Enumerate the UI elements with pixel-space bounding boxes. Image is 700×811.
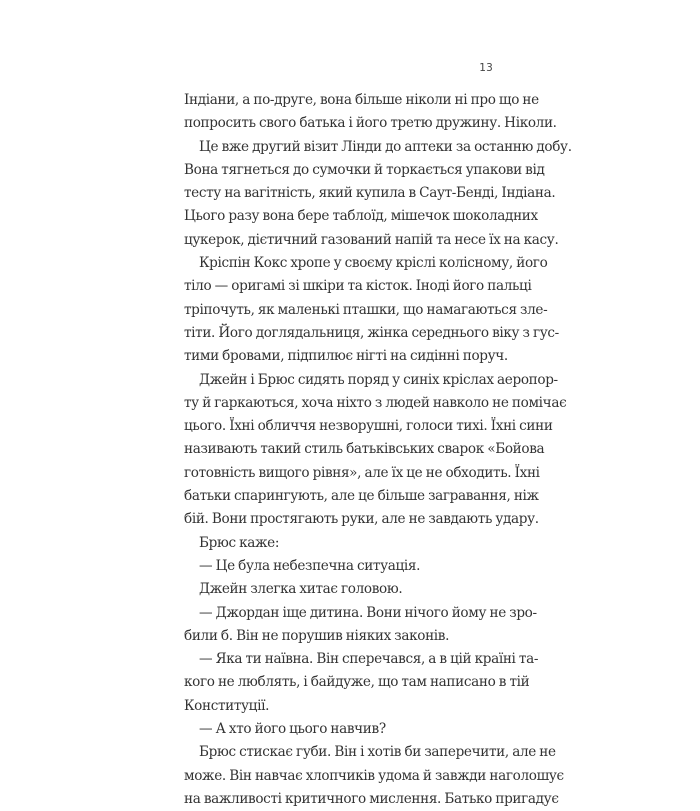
text-line: на важливості критичного мислення. Батько пригадує — [184, 790, 559, 807]
text-line: тіло — оригамі зі шкіри та кісток. Іноді його пальці — [184, 278, 532, 295]
text-line: готовність вищого рівня», але їх це не обходить. Їхні — [184, 464, 540, 481]
text-line: може. Він навчає хлопчиків удома й завжди наголошує — [184, 767, 564, 784]
text-line: Кріспін Кокс хропе у своєму кріслі колісному, його — [199, 255, 548, 272]
text-line: Вона тягнеться до сумочки й торкається упакови від — [184, 161, 545, 178]
text-line: тіти. Його доглядальниця, жінка середнього віку з гус- — [184, 324, 559, 341]
text-line: тріпочуть, як маленькі пташки, що намагаються зле- — [184, 301, 548, 318]
text-line: Цього разу вона бере таблоїд, мішечок шоколадних — [184, 208, 538, 225]
text-line: — А хто його цього навчив? — [199, 721, 386, 738]
text-line: — Яка ти наївна. Він сперечався, а в цій країні та- — [199, 651, 539, 668]
text-line: кого не люблять, і байдуже, що там написано в тій — [184, 674, 530, 691]
text-line: — Це була небезпечна ситуація. — [199, 557, 421, 574]
text-line: — Джордан іще дитина. Вони нічого йому не зро- — [199, 604, 537, 621]
text-line: бій. Вони простягають руки, але не завдають удару. — [184, 511, 539, 528]
text-line: ту й гаркаються, хоча ніхто з людей навколо не помічає — [184, 394, 567, 411]
text-line: Це вже другий візит Лінди до аптеки за останню добу. — [199, 138, 572, 155]
text-line: попросить свого батька і його третю дружину. Ніколи. — [184, 115, 557, 132]
text-line: тесту на вагітність, який купила в Саут-Бенді, Індіана. — [184, 185, 556, 202]
text-line: тими бровами, підпилює нігті на сидінні поруч. — [184, 348, 508, 365]
page-number: 13 — [479, 62, 493, 74]
text-line: Брюс каже: — [199, 534, 280, 551]
text-line: Джейн і Брюс сидять поряд у синіх кріслах аеропор- — [199, 371, 558, 388]
text-line: Брюс стискає губи. Він і хотів би заперечити, але не — [199, 744, 556, 761]
page-body-text — [184, 89, 572, 811]
text-line: били б. Він не порушив ніяких законів. — [184, 627, 450, 644]
text-line: Джейн злегка хитає головою. — [199, 581, 403, 598]
text-line: називають такий стиль батьківських сварок «Бойова — [184, 441, 545, 458]
text-line: цукерок, дієтичний газований напій та несе їх на касу. — [184, 231, 559, 248]
text-line: цього. Їхні обличчя незворушні, голоси тихі. Їхні сини — [184, 418, 553, 435]
text-line: Індіани, а по-друге, вона більше ніколи ні про що не — [184, 92, 539, 108]
text-line: батьки спарингують, але це більше загравання, ніж — [184, 488, 539, 505]
text-line: Конституції. — [184, 697, 270, 714]
